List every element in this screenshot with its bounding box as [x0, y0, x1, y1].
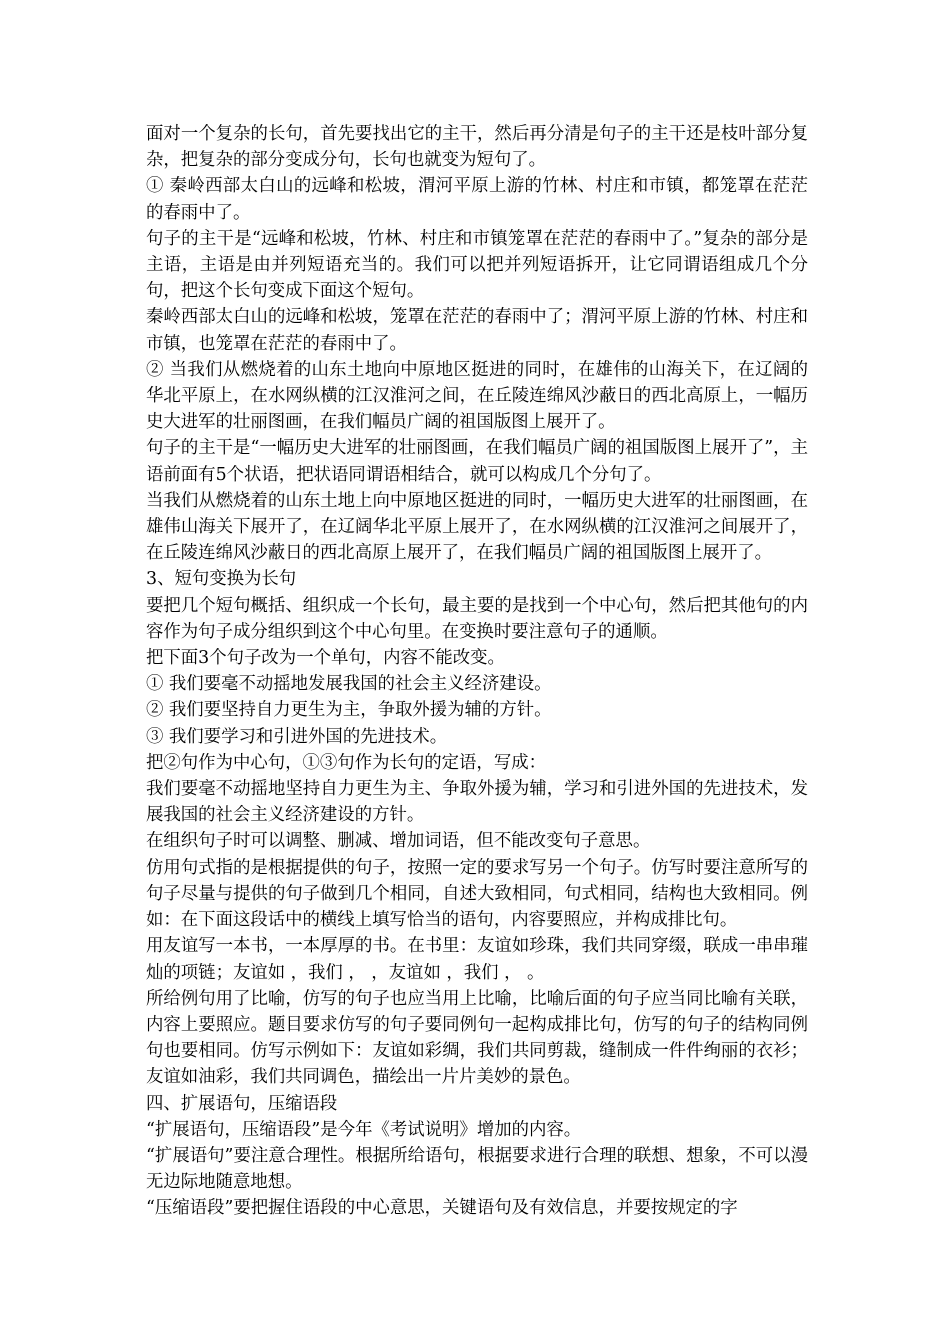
exercise-note: 在组织句子时可以调整、删减、增加词语，但不能改变句子意思。: [146, 831, 651, 852]
example-2-rewrite: 当我们从燃烧着的山东土地上向中原地区挺进的同时，一幅历史大进军的壮丽图画，在雄伟山海关下展开了，在辽阔华北平原上展开了，在水网纵横的江汉淮河之间展开了，在丘陵连绵风沙蔽日的西北高原上展开了，在我们幅员广阔的祖国版图上展开了。: [146, 490, 808, 564]
example-1-analysis: 句子的主干是“远峰和松坡，竹林、村庄和市镇笼罩在茫茫的春雨中了。”复杂的部分是主语，主语是由并列短语充当的。我们可以把并列短语拆开，让它同谓语组成几个分句，把这个长句变成下面这个短句。: [146, 228, 808, 302]
paragraph-intro: 面对一个复杂的长句，首先要找出它的主干，然后再分清是句子的主干还是枝叶部分复杂，把复杂的部分变成分句，长句也就变为短句了。: [146, 124, 808, 171]
exercise-sentence-1: ① 我们要毫不动摇地发展我国的社会主义经济建设。: [146, 674, 552, 695]
exercise-instruction: 把下面3个句子改为一个单句，内容不能改变。: [146, 648, 505, 669]
section-4-intro: “扩展语句，压缩语段”是今年《考试说明》增加的内容。: [146, 1119, 582, 1140]
example-2-analysis: 句子的主干是“一幅历史大进军的壮丽图画，在我们幅员广阔的祖国版图上展开了”，主语前面有5个状语，把状语同谓语相结合，就可以构成几个分句了。: [146, 438, 808, 485]
imitation-intro: 仿用句式指的是根据提供的句子，按照一定的要求写另一个句子。仿写时要注意所写的句子尽量与提供的句子做到几个相同，自述大致相同，句式相同，结构也大致相同。例如：在下面这段话中的横线上填写恰当的语句，内容要照应，并构成排比句。: [146, 857, 808, 931]
exercise-sentence-3: ③ 我们要学习和引进外国的先进技术。: [146, 726, 448, 747]
exercise-sentence-2: ② 我们要坚持自力更生为主，争取外援为辅的方针。: [146, 700, 552, 721]
compress-paragraph-note: “压缩语段”要把握住语段的中心意思，关键语句及有效信息，并要按规定的字: [146, 1198, 738, 1219]
example-1-rewrite: 秦岭西部太白山的远峰和松坡，笼罩在茫茫的春雨中了；渭河平原上游的竹林、村庄和市镇，也笼罩在茫茫的春雨中了。: [146, 307, 808, 354]
section-heading-4: 四、扩展语句，压缩语段: [146, 1093, 338, 1114]
imitation-example: 用友谊写一本书，一本厚厚的书。在书里：友谊如珍珠，我们共同穿缀，联成一串串璀灿的项链；友谊如 ，我们 ， ，友谊如 ，我们 ， 。: [146, 936, 808, 983]
exercise-method: 把②句作为中心句，①③句作为长句的定语，写成：: [146, 752, 546, 773]
example-1-sentence: ① 秦岭西部太白山的远峰和松坡，渭河平原上游的竹林、村庄和市镇，都笼罩在茫茫的春雨中了。: [146, 176, 808, 223]
section-heading-3: 3、短句变换为长句: [146, 569, 297, 590]
expand-sentence-note: “扩展语句”要注意合理性。根据所给语句，根据要求进行合理的联想、想象，不可以漫无边际地随意地想。: [146, 1145, 808, 1193]
example-2-sentence: ② 当我们从燃烧着的山东土地向中原地区挺进的同时，在雄伟的山海关下，在辽阔的华北平原上，在水网纵横的江汉淮河之间，在丘陵连绵风沙蔽日的西北高原上，一幅历史大进军的壮丽图画，在我们幅员广阔的祖国版图上展开了。: [146, 359, 808, 433]
imitation-analysis: 所给例句用了比喻，仿写的句子也应当用上比喻，比喻后面的句子应当同比喻有关联，内容上要照应。题目要求仿写的句子要同例句一起构成排比句，仿写的句子的结构同例句也要相同。仿写示例如下：友谊如彩绸，我们共同剪裁，缝制成一件件绚丽的衣衫；友谊如油彩，我们共同调色，描绘出一片片美妙的景色。: [146, 988, 808, 1088]
exercise-answer: 我们要毫不动摇地坚持自力更生为主、争取外援为辅，学习和引进外国的先进技术，发展我国的社会主义经济建设的方针。: [146, 779, 808, 826]
section-3-intro: 要把几个短句概括、组织成一个长句，最主要的是找到一个中心句，然后把其他句的内容作为句子成分组织到这个中心句里。在变换时要注意句子的通顺。: [146, 595, 808, 642]
document-body: [146, 121, 808, 1222]
